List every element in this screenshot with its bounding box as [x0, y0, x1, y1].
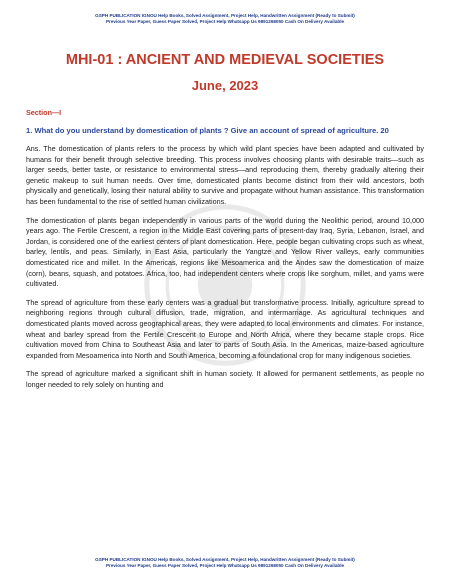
- footer-banner: [20, 557, 430, 570]
- section-heading: Section—I: [26, 108, 62, 117]
- question-text: 1. What do you understand by domestication of plants ? Give an account of spread of agriculture. 20: [26, 126, 389, 135]
- footer-line-1: GSPH PUBLICATION IGNOU Help Books, Solved Assignment, Project Help, Handwritten Assignment (Ready to Submit): [95, 557, 355, 562]
- answer-paragraph-3: The spread of agriculture from these early centers was a gradual but transformative process. Initially, agriculture spread to neighboring regions through cultural diffusion, trade, migration, and intermarriage. As agricultural techniques and domesticated plants moved across geographical areas, they were adapted to local environments and climates. For instance, wheat and barley spread from the Fertile Crescent to Europe and North Africa, where they became staple crops. Rice cultivation moved from China to Southeast Asia and later to parts of South Asia. In the Americas, maize-based agriculture expanded from Mesoamerica into North and South America, becoming a foundational crop for many indigenous societies.: [26, 297, 424, 360]
- exam-session: June, 2023: [191, 78, 259, 93]
- header-line-1: GSPH PUBLICATION IGNOU Help Books, Solved Assignment, Project Help, Handwritten Assignment (Ready to Submit): [95, 13, 355, 18]
- page-title: MHI-01 : ANCIENT AND MEDIEVAL SOCIETIES: [65, 52, 385, 68]
- answer-paragraph-1: Ans. The domestication of plants refers to the process by which wild plant species have been adapted and cultivated by humans for their benefit through selective breeding. This process involves choosing plants with desirable traits—such as larger seeds, better taste, or resistance to environmental stress—and reproducing them, thereby gradually altering their genetic makeup to suit human needs. Over time, domesticated plants become distinct from their wild ancestors, both physically and genetically, losing their natural ability to survive and propagate without human assistance. This transformation has been fundamental to the rise of settled human civilizations.: [26, 144, 424, 206]
- header-banner: [20, 13, 430, 26]
- answer-paragraph-2: The domestication of plants began independently in various parts of the world during the Neolithic period, around 10,000 years ago. The Fertile Crescent, a region in the Middle East covering parts of present-day Iraq, Syria, Lebanon, Israel, and Jordan, is considered one of the earliest centers of plant domestication. Here, people began cultivating crops such as wheat, barley, lentils, and peas. Similarly, in East Asia, particularly the Yangtze and Yellow River valleys, early communities domesticated rice and millet. In the Americas, regions like Mesoamerica and the Andes saw the domestication of maize (corn), beans, squash, and potatoes. Africa, too, had independent centers where crops like sorghum, millet, and yams were cultivated.: [26, 215, 424, 289]
- footer-line-2: Previous Year Paper, Guess Paper Solved, Project Help Whatsapp Us 9891268050 Cash On Delivery Available: [105, 563, 345, 569]
- answer-paragraph-4: The spread of agriculture marked a significant shift in human society. It allowed for permanent settlements, as people no longer needed to rely solely on hunting and: [26, 369, 424, 389]
- header-line-2: Previous Year Paper, Guess Paper Solved, Project Help Whatsapp Us 9891268050 Cash On Delivery Available: [105, 19, 345, 25]
- document-body: [26, 108, 424, 398]
